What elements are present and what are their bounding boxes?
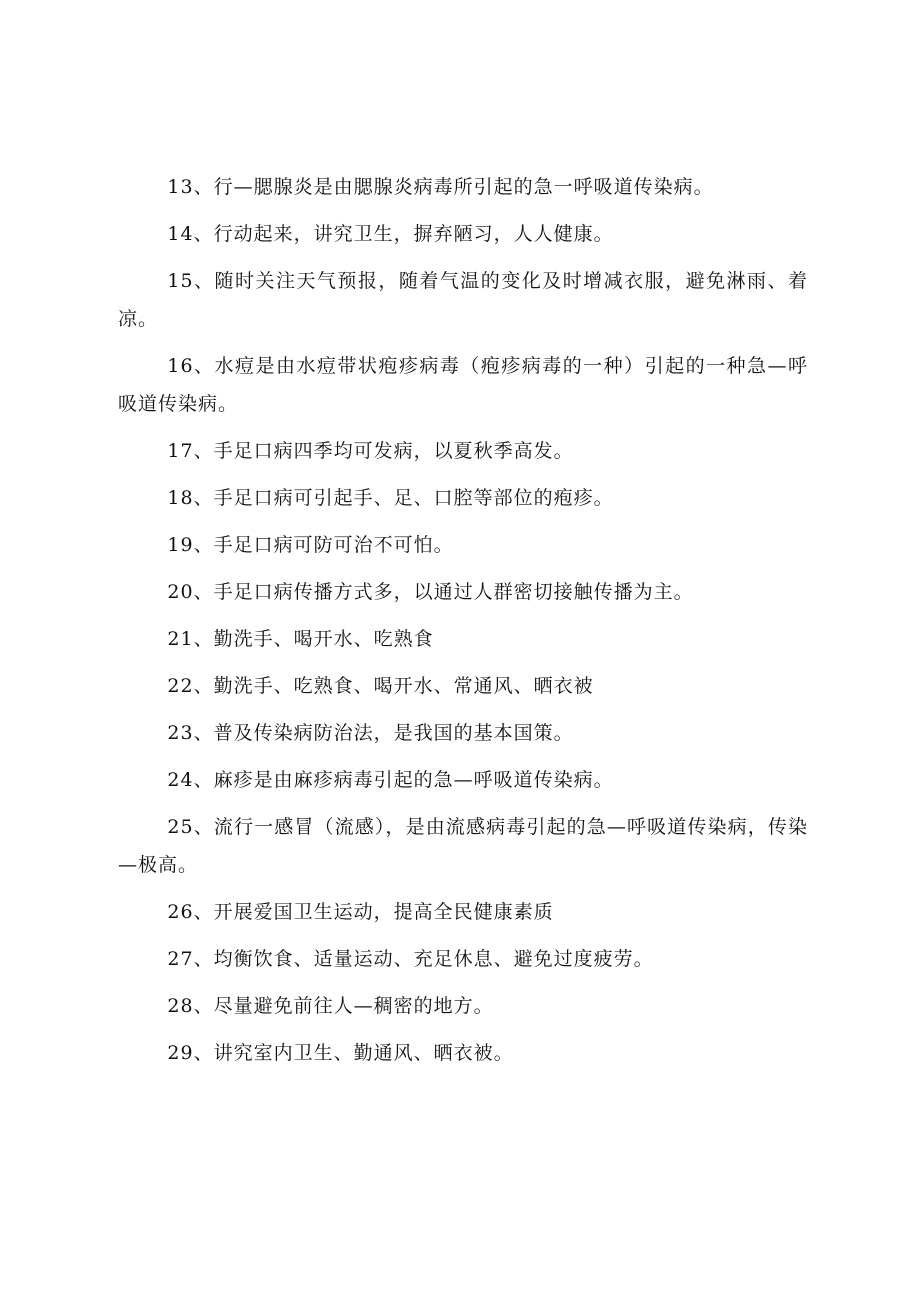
paragraph-22: 22、勤洗手、吃熟食、喝开水、常通风、晒衣被: [167, 675, 594, 697]
paragraph-29: 29、讲究室内卫生、勤通风、晒衣被。: [167, 1042, 514, 1064]
paragraph-24: 24、麻疹是由麻疹病毒引起的急—呼吸道传染病。: [167, 769, 614, 791]
paragraph-28: 28、尽量避免前往人—稠密的地方。: [167, 995, 494, 1017]
paragraph-20: 20、手足口病传播方式多，以通过人群密切接触传播为主。: [167, 581, 694, 603]
paragraph-13: 13、行—腮腺炎是由腮腺炎病毒所引起的急一呼吸道传染病。: [167, 176, 714, 198]
document-body: [118, 168, 808, 1081]
paragraph-26: 26、开展爱国卫生运动，提高全民健康素质: [167, 901, 554, 923]
paragraph-16: 16、水痘是由水痘带状疱疹病毒（疱疹病毒的一种）引起的一种急—呼吸道传染病。: [118, 355, 808, 415]
paragraph-19: 19、手足口病可防可治不可怕。: [167, 534, 454, 556]
paragraph-25: 25、流行一感冒（流感），是由流感病毒引起的急—呼吸道传染病，传染—极高。: [118, 816, 808, 876]
paragraph-21: 21、勤洗手、喝开水、吃熟食: [167, 628, 434, 650]
paragraph-15: 15、随时关注天气预报，随着气温的变化及时增减衣服，避免淋雨、着凉。: [118, 270, 808, 330]
paragraph-27: 27、均衡饮食、适量运动、充足休息、避免过度疲劳。: [167, 948, 654, 970]
paragraph-17: 17、手足口病四季均可发病，以夏秋季高发。: [167, 440, 574, 462]
paragraph-23: 23、普及传染病防治法，是我国的基本国策。: [167, 722, 574, 744]
paragraph-18: 18、手足口病可引起手、足、口腔等部位的疱疹。: [167, 487, 614, 509]
paragraph-14: 14、行动起来，讲究卫生，摒弃陋习，人人健康。: [167, 223, 614, 245]
